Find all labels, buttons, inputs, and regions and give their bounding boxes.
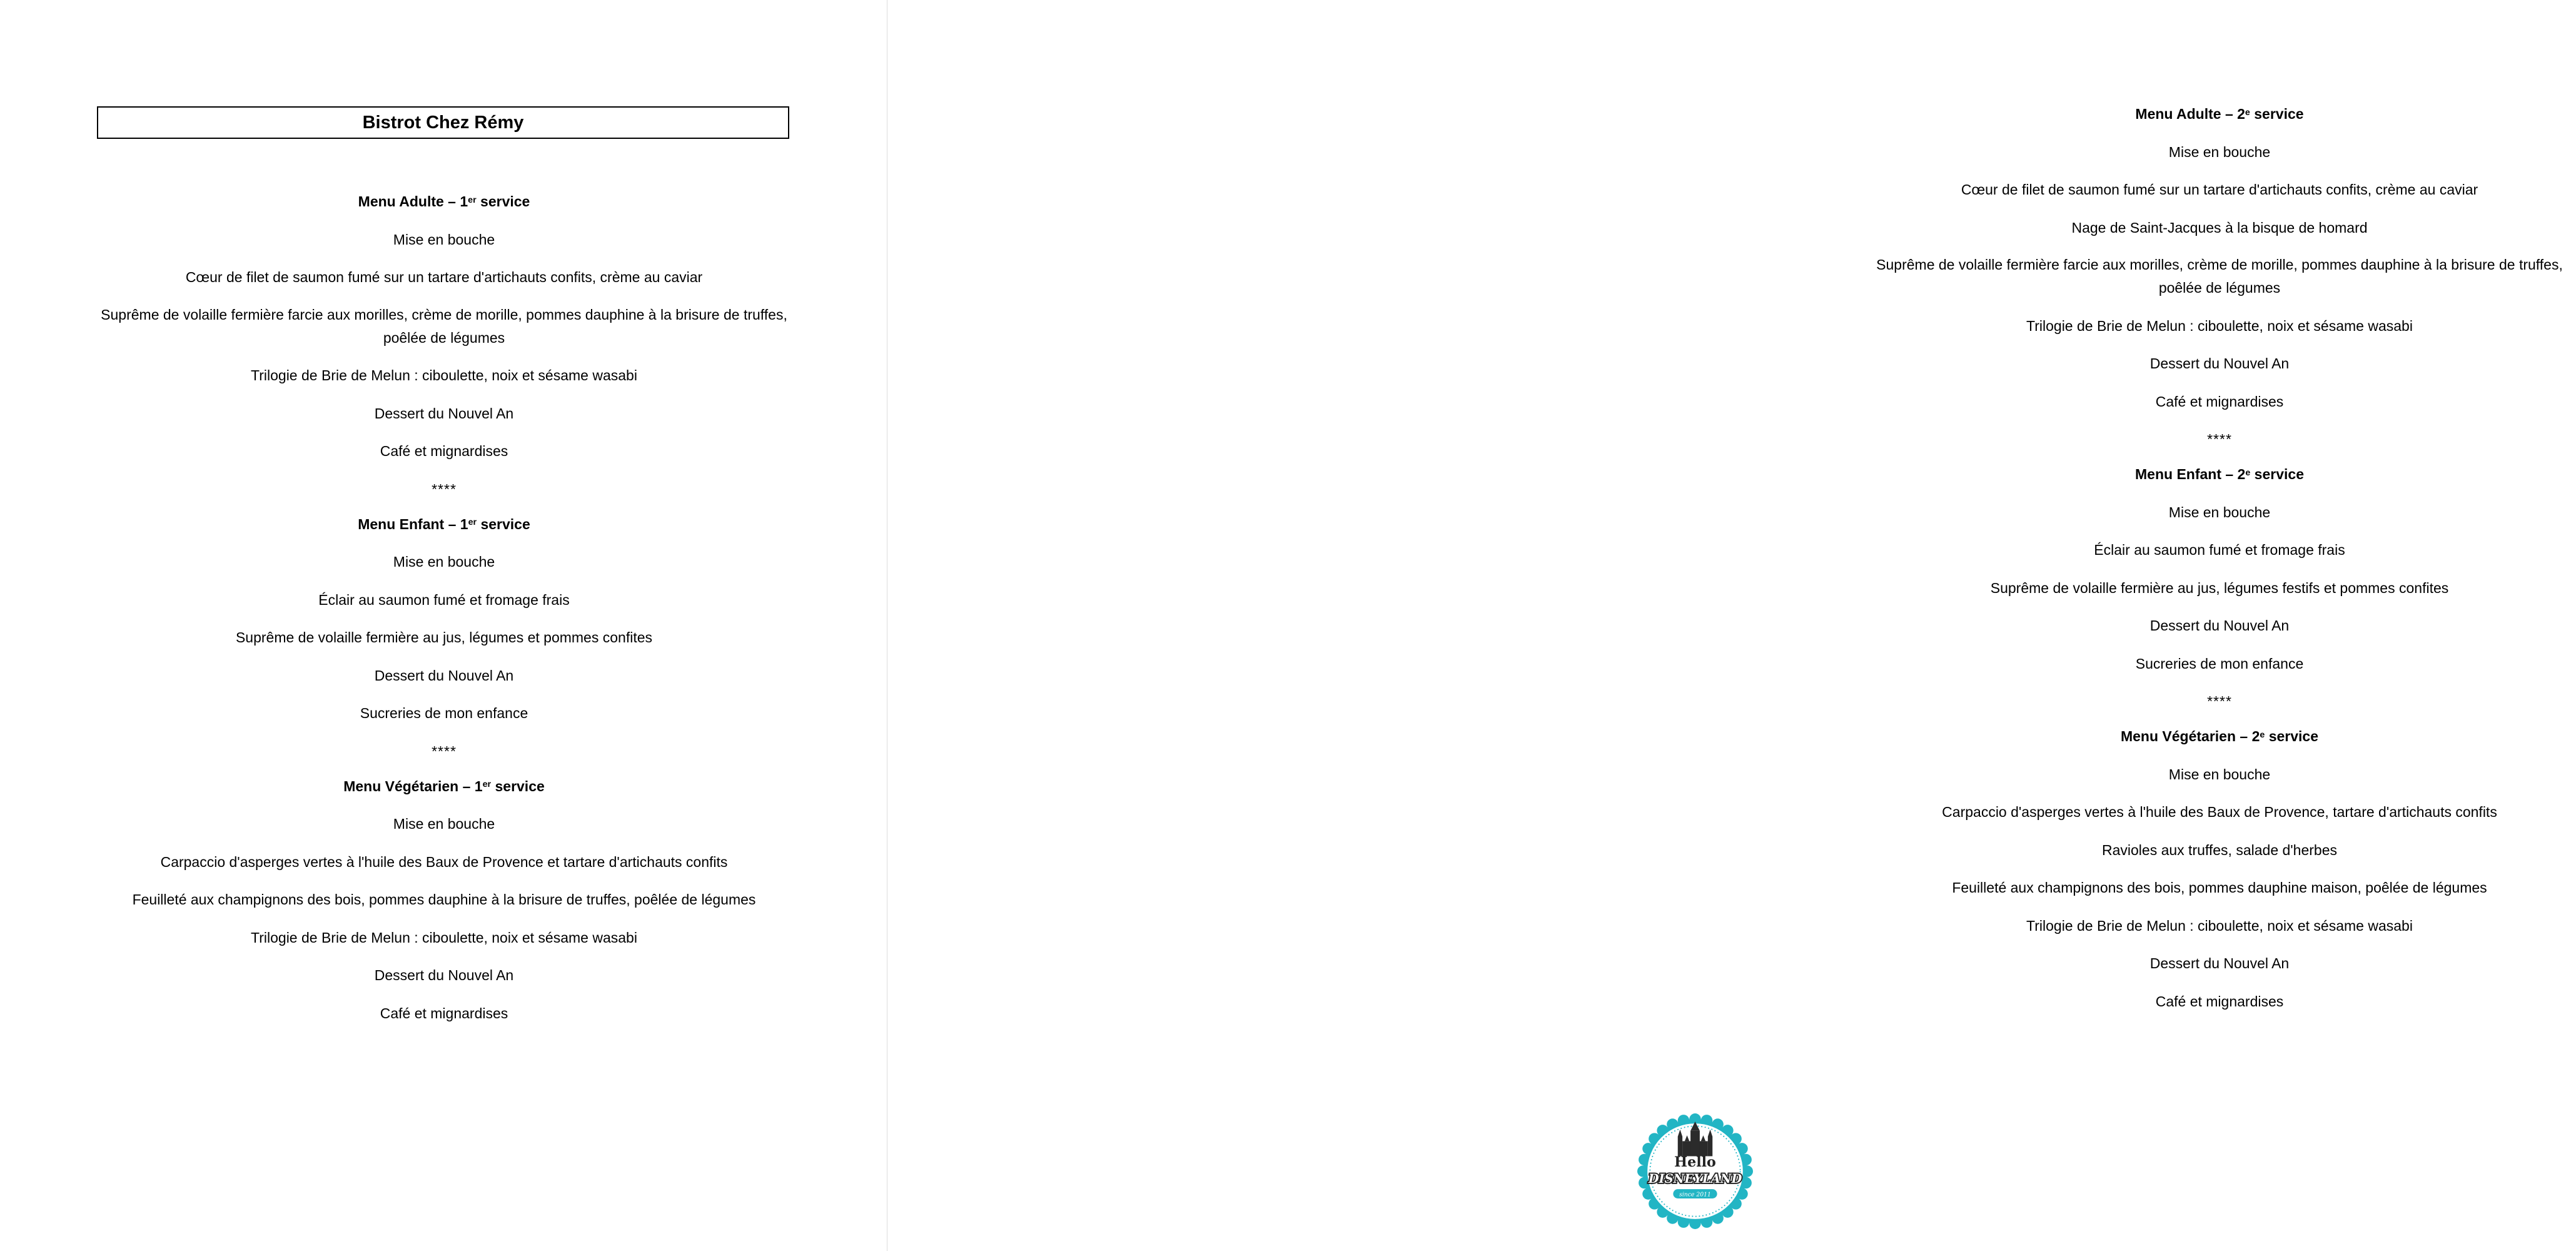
menu-item: Cœur de filet de saumon fumé sur un tartare d'artichauts confits, crème au caviar: [185, 269, 703, 285]
menu-heading-superscript: er: [468, 517, 477, 528]
menu-item: Cœur de filet de saumon fumé sur un tartare d'artichauts confits, crème au caviar: [1961, 181, 2478, 198]
menu-heading: [94, 512, 794, 536]
menu-item: Trilogie de Brie de Melun : ciboulette, noix et sésame wasabi: [251, 367, 637, 383]
menu-heading-suffix: service: [491, 777, 545, 794]
menu-heading: [1863, 102, 2576, 126]
menu-item: Café et mignardises: [380, 443, 508, 459]
menu-heading: [1863, 724, 2576, 748]
menu-heading-text: Menu Enfant – 1: [358, 515, 468, 532]
menu-item: Carpaccio d'asperges vertes à l'huile des Baux de Provence et tartare d'artichauts confits: [160, 853, 728, 870]
left-menu-section: [94, 190, 794, 501]
menu-item: Dessert du Nouvel An: [2149, 617, 2290, 634]
menu-separator: ****: [432, 742, 457, 759]
menu-item: Suprême de volaille fermière farcie aux morilles, crème de morille, pommes dauphine à la brisure de truffes, poêlée de légumes: [101, 306, 787, 346]
menu-item: Mise en bouche: [2168, 143, 2271, 160]
menu-heading-superscript: er: [482, 779, 492, 790]
menu-heading-superscript: er: [468, 195, 477, 205]
menu-item: Mise en bouche: [393, 554, 495, 570]
logo-disneyland-text: DISNEYLAND: [1648, 1172, 1742, 1186]
hello-disneyland-logo: [1637, 1113, 1753, 1229]
menu-item: Café et mignardises: [2155, 993, 2284, 1010]
menu-item: Mise en bouche: [2168, 504, 2271, 520]
menu-heading-superscript: e: [2245, 467, 2251, 478]
menu-heading-suffix: service: [476, 193, 530, 210]
left-menu-section: [94, 512, 794, 763]
menu-separator: ****: [432, 480, 457, 497]
menu-item: Sucreries de mon enfance: [2135, 655, 2304, 672]
menu-item: Dessert du Nouvel An: [374, 967, 514, 983]
menu-heading-suffix: service: [2250, 466, 2304, 482]
menu-item: Nage de Saint-Jacques à la bisque de homard: [2071, 219, 2368, 236]
menu-heading-superscript: e: [2245, 107, 2250, 118]
menu-item: Dessert du Nouvel An: [374, 667, 514, 684]
menu-heading-text: Menu Végétarien – 1: [343, 777, 483, 794]
menu-heading-text: Menu Adulte – 1: [358, 193, 468, 210]
menu-heading-text: Menu Végétarien – 2: [2120, 728, 2260, 744]
menu-heading-text: Menu Adulte – 2: [2135, 106, 2245, 122]
left-menu-column: [94, 190, 794, 1039]
menu-separator: ****: [2207, 693, 2232, 709]
menu-item: Ravioles aux truffes, salade d'herbes: [2101, 841, 2338, 858]
menu-item: Trilogie de Brie de Melun : ciboulette, noix et sésame wasabi: [251, 929, 637, 946]
menu-heading-suffix: service: [2250, 106, 2304, 122]
menu-item: Éclair au saumon fumé et fromage frais: [318, 591, 570, 608]
left-menu-section: [94, 774, 794, 1025]
restaurant-title-box: [97, 106, 789, 139]
menu-item: Dessert du Nouvel An: [374, 405, 514, 422]
menu-heading-superscript: e: [2260, 729, 2265, 740]
right-page: [887, 0, 2563, 1251]
menu-heading: [1863, 462, 2576, 486]
menu-separator: ****: [2207, 431, 2232, 447]
menu-item: Feuilleté aux champignons des bois, pommes dauphine maison, poêlée de légumes: [1952, 879, 2487, 896]
menu-item: Feuilleté aux champignons des bois, pommes dauphine à la brisure de truffes, poêlée de légumes: [132, 891, 756, 908]
right-menu-section: [1863, 462, 2576, 713]
restaurant-title: Bistrot Chez Rémy: [362, 112, 524, 133]
menu-heading: [94, 774, 794, 798]
menu-item: Suprême de volaille fermière au jus, légumes festifs et pommes confites: [1990, 579, 2449, 596]
logo-since-text: since 2011: [1679, 1191, 1711, 1198]
menu-heading-suffix: service: [2265, 728, 2319, 744]
menu-item: Café et mignardises: [2155, 393, 2284, 410]
left-page: [0, 0, 887, 1251]
menu-heading-text: Menu Enfant – 2: [2135, 466, 2246, 482]
menu-item: Trilogie de Brie de Melun : ciboulette, noix et sésame wasabi: [2026, 917, 2413, 934]
menu-heading-suffix: service: [477, 515, 530, 532]
menu-item: Café et mignardises: [380, 1005, 508, 1021]
menu-item: Suprême de volaille fermière farcie aux morilles, crème de morille, pommes dauphine à la brisure de truffes, poêlée de légumes: [1876, 256, 2563, 296]
menu-item: Éclair au saumon fumé et fromage frais: [2094, 542, 2345, 558]
menu-item: Mise en bouche: [393, 231, 495, 248]
menu-item: Mise en bouche: [393, 816, 495, 832]
menu-item: Trilogie de Brie de Melun : ciboulette, noix et sésame wasabi: [2026, 317, 2413, 334]
right-menu-column: [1863, 102, 2576, 1027]
right-menu-section: [1863, 102, 2576, 451]
menu-item: Suprême de volaille fermière au jus, légumes et pommes confites: [235, 629, 653, 646]
logo-hello-text: Hello: [1674, 1154, 1716, 1171]
menu-item: Sucreries de mon enfance: [360, 705, 528, 721]
menu-item: Carpaccio d'asperges vertes à l'huile des Baux de Provence, tartare d'artichauts confits: [1942, 804, 2497, 820]
right-menu-section: [1863, 724, 2576, 1013]
menu-item: Dessert du Nouvel An: [2149, 955, 2290, 971]
menu-item: Mise en bouche: [2168, 766, 2271, 783]
menu-heading: [94, 190, 794, 213]
menu-item: Dessert du Nouvel An: [2149, 355, 2290, 372]
